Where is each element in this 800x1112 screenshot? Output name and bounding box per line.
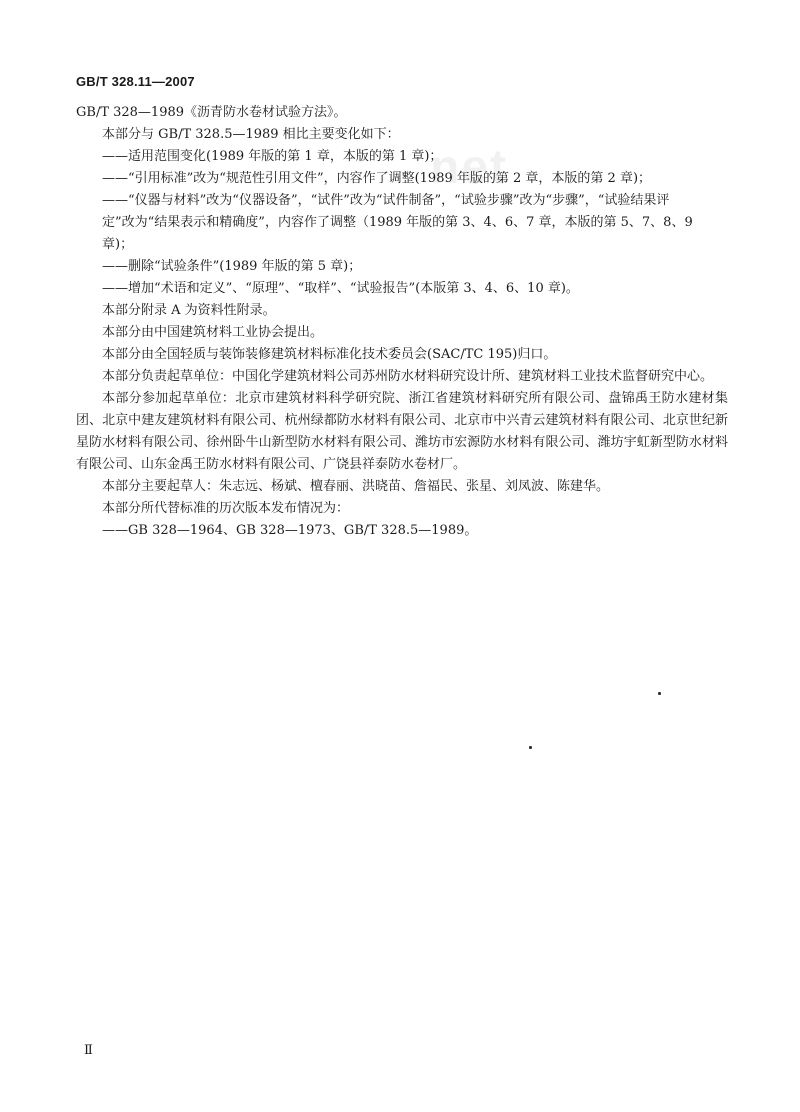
change-item-additions: ——增加“术语和定义”、“原理”、“取样”、“试验报告”(本版第 3、4、6、10 章)。 [102, 281, 579, 296]
change-item-apparatus-line1: ——“仪器与材料”改为“仪器设备”，“试件”改为“试件制备”，“试验步骤”改为“步骤”，“试验结果评 [102, 193, 670, 208]
paragraph-changes-intro: 本部分与 GB/T 328.5—1989 相比主要变化如下： [102, 127, 400, 142]
paragraph-annex: 本部分附录 A 为资料性附录。 [102, 303, 276, 318]
paragraph-replaced-standard: GB/T 328—1989《沥青防水卷材试验方法》。 [76, 105, 347, 120]
paragraph-history-intro: 本部分所代替标准的历次版本发布情况为： [102, 501, 350, 516]
change-item-scope: ——适用范围变化(1989 年版的第 1 章，本版的第 1 章)； [102, 149, 443, 164]
paragraph-committee: 本部分由全国轻质与装饰装修建筑材料标准化技术委员会(SAC/TC 195)归口。 [102, 347, 557, 362]
paragraph-participating-drafters: 本部分参加起草单位：北京市建筑材料科学研究院、浙江省建筑材料研究所有限公司、盘锦禹王防水建材集团、北京中建友建筑材料有限公司、杭州绿都防水材料有限公司、北京市中兴青云建筑材料有限公司、北京世纪新星防水材料有限公司、徐州卧牛山新型防水材料有限公司、潍坊市宏源防水材料有限公司、潍坊宇虹新型防水材料有限公司、山东金禹王防水材料有限公司、广饶县祥泰防水卷材厂。 [76, 391, 728, 472]
change-item-apparatus-line2: 定”改为“结果表示和精确度”，内容作了调整（1989 年版的第 3、4、6、7 章，本版的第 5、7、8、9 [102, 215, 693, 230]
change-item-delete-conditions: ——删除“试验条件”(1989 年版的第 5 章)； [102, 259, 362, 274]
standard-code-header: GB/T 328.11—2007 [76, 74, 195, 89]
paragraph-proposer: 本部分由中国建筑材料工业协会提出。 [102, 325, 324, 340]
foreword-body [76, 102, 728, 542]
paragraph-main-drafters: 本部分主要起草人：朱志远、杨斌、檀春丽、洪晓苗、詹福民、张星、刘凤波、陈建华。 [102, 479, 610, 494]
scan-speck [658, 692, 661, 695]
watermark: net [430, 141, 508, 194]
history-item-versions: ——GB 328—1964、GB 328—1973、GB/T 328.5—1989。 [102, 523, 478, 538]
change-item-references: ——“引用标准”改为“规范性引用文件”，内容作了调整(1989 年版的第 2 章，本版的第 2 章)； [102, 171, 652, 186]
change-item-apparatus-line3: 章)； [102, 237, 134, 252]
scan-speck [529, 746, 532, 749]
page-number: Ⅱ [84, 1043, 93, 1058]
paragraph-lead-drafters: 本部分负责起草单位：中国化学建筑材料公司苏州防水材料研究设计所、建筑材料工业技术监督研究中心。 [102, 369, 714, 384]
